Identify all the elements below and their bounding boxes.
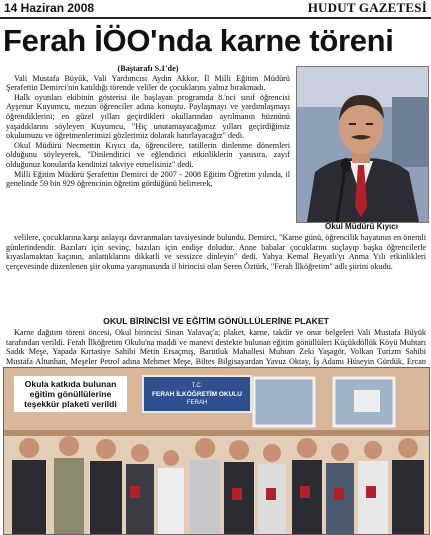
paragraph: Karne dağıtım töreni öncesi, Okul birincisi Sinan Yalavaç'a; plaket, karne, takdir ve onur belgeleri Vali Mustafa Büyük tarafından verildi. Ferah İlköğretim Okulu'na maddi ve manevi destekte bulunan eğitim gönüllüleri Küçükdöllük Köyü Muhtarı Sadık Meşe, Yapada Kırtasiye Sahibi Metin Ersaçmış, Barutluk Mahallesi Muhtarı Zeki Yaşagör, Volkan Turizm Sahibi Mustafa Altunhan, Meşeler Petrol adına Mehmet Meşe, Biltes Bilgisayardan Yavuz Oktay, İş Adamı Hüseyin Gürdük, Ercan (6, 328, 426, 366)
ceremony-photo-caption: Okula katkıda bulunan eğitim gönüllülerine teşekkür plaketi verildi (14, 376, 127, 412)
school-sign (142, 375, 252, 413)
article-subheading: OKUL BİRİNCİSİ VE EĞİTİM GÖNÜLLÜLERİNE PLAKET (103, 316, 329, 326)
paragraph: velilere, çocuklarına karşı anlayışı davranmaları tavsiyesinde bulundu. Demirci, "Karne günü, öğrencilik hayatının en önemli günlerindendir. Bazıları için sevinç, bazıları için endişe doludur. Anne babalar çocuklarını suçlayıp başka öğrencilerle kıyaslamaktan kaçının, anlattıklarını dikkatli ve sessizce dinleyin" dedi. Yahya Kemal Beyatlı'yı Anma Yılı etkinlikleri çerçevesinde düzenlenen şiir okuma yarışmasında il birincisi olan Seren Öztürk, "Ferah İlköğretim" adlı şiirini okudu. (6, 233, 426, 271)
school-sign-line2: FERAH İLKÖĞRETİM OKULU (152, 391, 242, 398)
paragraph: Okul Müdürü Necmettin Kıyıcı da, öğrencilere, tatillerin dinlenme dönemleri olduğunu söyleyerek, "Dinlendirici ve eğlendirici etkinliklerin yanısıra, zayıf olduğunuz konularda kendinizi takviye etmelisiniz" dedi. (6, 140, 290, 169)
page-header (0, 0, 431, 18)
school-sign-line3: FERAH (186, 400, 208, 406)
article-continuation (6, 233, 426, 271)
principal-photo (296, 66, 429, 223)
article-headline: Ferah İÖO'nda karne töreni (3, 23, 394, 58)
principal-photo-caption: Okul Müdürü Kıyıcı (325, 222, 398, 231)
ceremony-photo (3, 367, 430, 535)
article-column (6, 64, 290, 189)
issue-date: 14 Haziran 2008 (4, 1, 95, 15)
paragraph: Halk oyunları ekibinin gösterisi ile başlayan programda 8.'nci sınıf öğrencisi Ayşenur Kuyumcu, mezun öğrenciler adına konuştu. Paylaşmayı ve yardımlaşmayı öğrendiklerini; en güzel yılları geçirdikleri okullarından ayrılmanın hüznünü yaşadıklarını söyleyen Kuyumcu, "Hiç unutamayacağımız yılları geçirdiğimiz okulumuzu ve öğretmenlerimizi gözlerimiz dolarak hatırlayacağız" dedi. (6, 92, 290, 141)
header-rule (0, 17, 431, 19)
paragraph: Vali Mustafa Büyük, Vali Yardımcısı Aydın Akkor, İl Milli Eğitim Müdürü Şerafettin Demirci'nin katıldığı törende veliler de çocuklarını yalnız bırakmadı. (6, 73, 290, 93)
principal-portrait-image (297, 67, 428, 222)
source-note: (Baştarafı S.1'de) (117, 64, 179, 73)
newspaper-name: HUDUT GAZETESİ (307, 0, 427, 15)
paragraph: Milli Eğitim Müdürü Şerafettin Demirci de 2007 - 2008 Eğitim Öğretim yılında, il genelinde 59 bin 929 öğrencinin öğretim gördüğünü belirterek, (6, 169, 290, 189)
school-sign-line1: T.C. (191, 383, 203, 389)
